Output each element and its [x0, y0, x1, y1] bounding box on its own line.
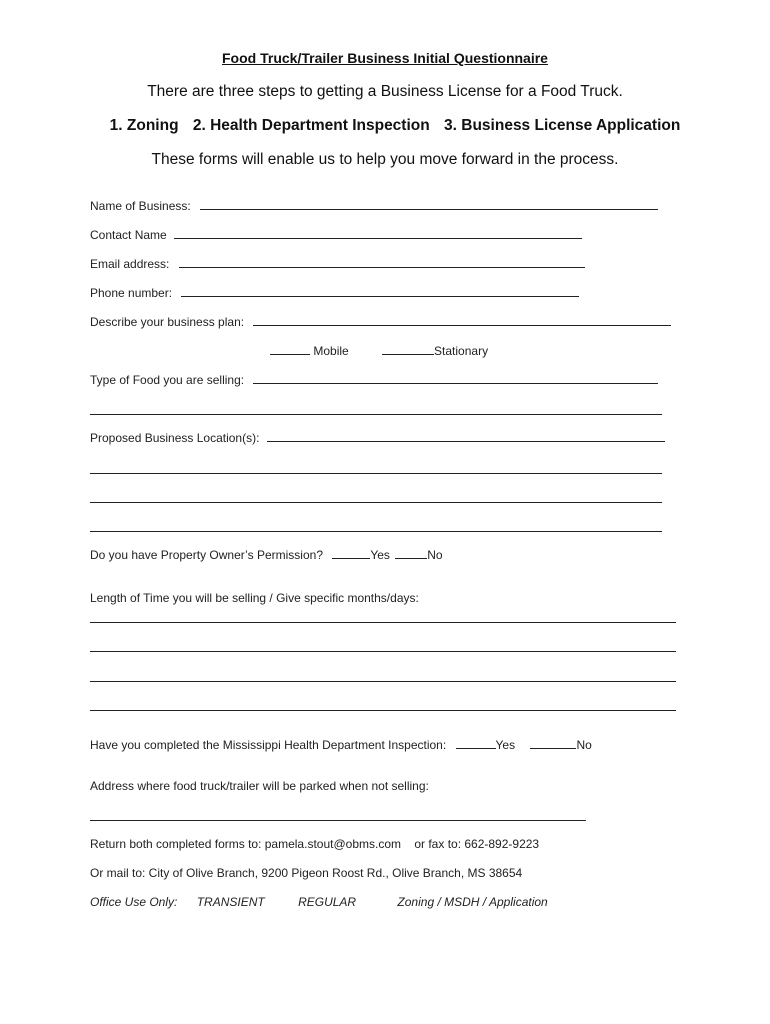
permission-row	[90, 548, 443, 562]
phone-row	[90, 286, 579, 300]
length-line-2[interactable]	[90, 651, 676, 652]
return-text: Return both completed forms to: pamela.stout@obms.com	[90, 837, 401, 851]
mail-text: Or mail to: City of Olive Branch, 9200 Pigeon Roost Rd., Olive Branch, MS 38654	[90, 866, 523, 880]
permission-label: Do you have Property Owner’s Permission?	[90, 548, 323, 562]
food-type-label: Type of Food you are selling:	[90, 373, 245, 387]
contact-name-field[interactable]	[174, 228, 582, 239]
email-label: Email address:	[90, 257, 170, 271]
length-row	[90, 591, 419, 605]
plan-field[interactable]	[253, 315, 671, 326]
contact-name-label: Contact Name	[90, 228, 167, 242]
health-no-blank[interactable]	[530, 738, 576, 749]
step-zoning: 1. Zoning	[109, 117, 179, 134]
location-line-2[interactable]	[90, 473, 662, 474]
location-row	[90, 431, 665, 445]
business-name-field[interactable]	[200, 199, 658, 210]
length-line-1[interactable]	[90, 622, 676, 623]
stationary-label: Stationary	[434, 344, 489, 358]
length-line-3[interactable]	[90, 681, 676, 682]
phone-field[interactable]	[181, 286, 579, 297]
steps-list	[0, 117, 770, 135]
length-label: Length of Time you will be selling / Give specific months/days:	[90, 591, 419, 605]
plan-label: Describe your business plan:	[90, 315, 245, 329]
vehicle-type-row	[270, 344, 488, 358]
mobile-blank[interactable]	[270, 344, 310, 355]
intro-text: There are three steps to getting a Business License for a Food Truck.	[147, 83, 623, 100]
location-line-4[interactable]	[90, 531, 662, 532]
step-health: 2. Health Department Inspection	[192, 117, 430, 134]
office-route: Zoning / MSDH / Application	[397, 895, 548, 909]
location-label: Proposed Business Location(s):	[90, 431, 260, 445]
health-no-label: No	[576, 738, 592, 752]
business-name-row	[90, 199, 658, 213]
length-line-4[interactable]	[90, 710, 676, 711]
food-type-field[interactable]	[253, 373, 658, 384]
parked-address-line[interactable]	[90, 820, 586, 821]
parked-address-row	[90, 779, 429, 793]
plan-row	[90, 315, 671, 329]
location-line-3[interactable]	[90, 502, 662, 503]
health-yes-label: Yes	[495, 738, 516, 752]
health-label: Have you completed the Mississippi Health Department Inspection:	[90, 738, 447, 752]
permission-no-blank[interactable]	[395, 548, 427, 559]
return-row	[90, 837, 539, 851]
office-regular: REGULAR	[298, 895, 357, 909]
fax-text: or fax to: 662-892-9223	[414, 837, 540, 851]
health-row	[90, 738, 592, 752]
mobile-label: Mobile	[313, 344, 349, 358]
parked-address-label: Address where food truck/trailer will be parked when not selling:	[90, 779, 429, 793]
food-type-line-2[interactable]	[90, 414, 662, 415]
form-title: Food Truck/Trailer Business Initial Questionnaire	[222, 50, 548, 66]
enable-text: These forms will enable us to help you move forward in the process.	[151, 151, 619, 168]
stationary-blank[interactable]	[382, 344, 434, 355]
contact-name-row	[90, 228, 582, 242]
email-row	[90, 257, 585, 271]
permission-yes-label: Yes	[370, 548, 390, 562]
office-transient: TRANSIENT	[196, 895, 265, 909]
step-license: 3. Business License Application	[444, 117, 681, 134]
health-yes-blank[interactable]	[456, 738, 496, 749]
email-field[interactable]	[179, 257, 585, 268]
office-use-row	[90, 895, 548, 909]
permission-yes-blank[interactable]	[332, 548, 370, 559]
office-use-label: Office Use Only:	[90, 895, 178, 909]
permission-no-label: No	[427, 548, 443, 562]
food-type-row	[90, 373, 658, 387]
location-field[interactable]	[267, 431, 665, 442]
business-name-label: Name of Business:	[90, 199, 191, 213]
phone-label: Phone number:	[90, 286, 173, 300]
